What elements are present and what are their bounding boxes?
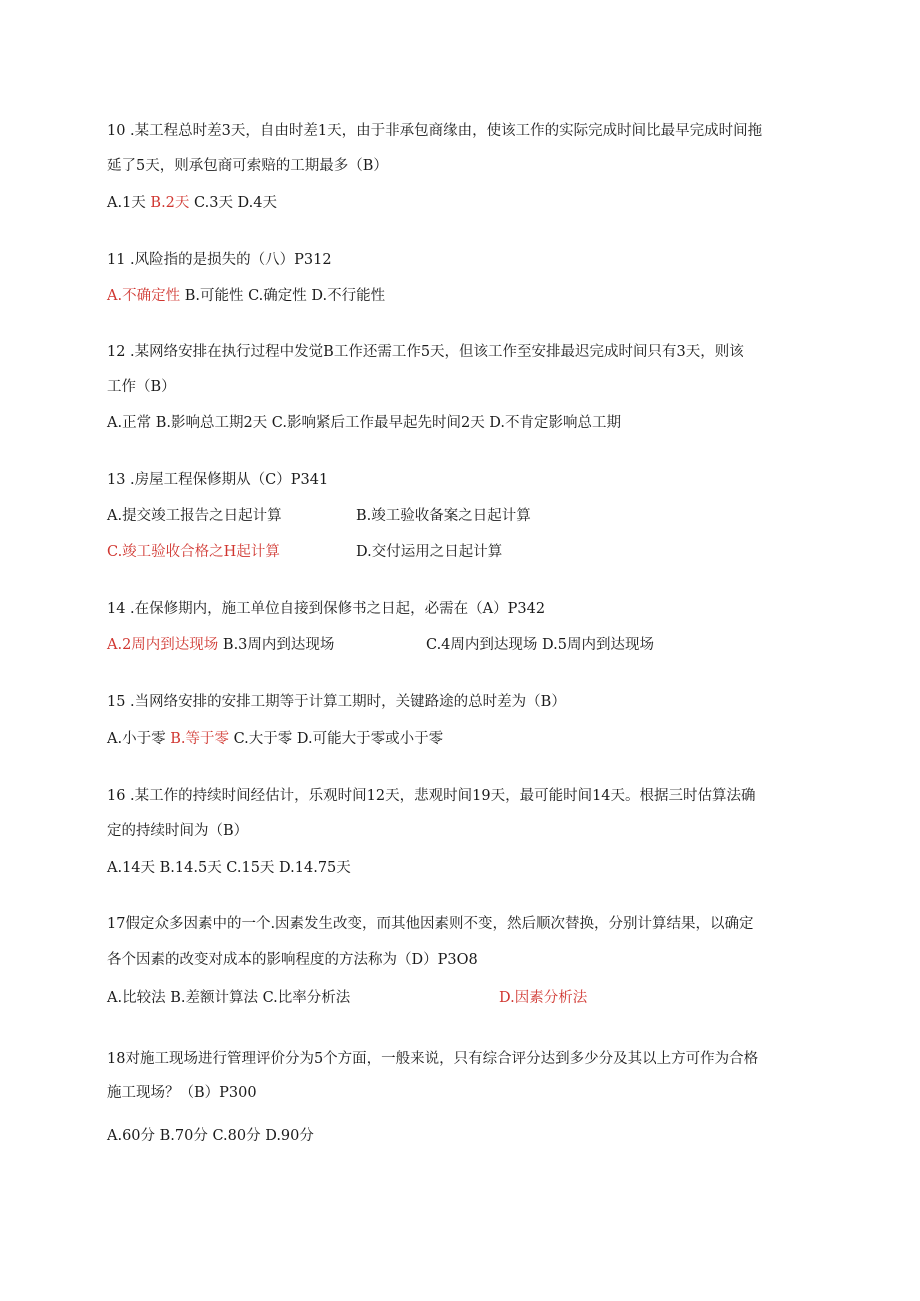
question-11-line-1: 11 .风险指的是损失的（八）P312	[107, 252, 332, 268]
question-17-line-1: 17假定众多因素中的一个.因素发生改变，而其他因素则不变，然后顺次替换，分别计算结果，以确定	[107, 916, 754, 932]
option-text: C.3天 D.4天	[189, 195, 277, 211]
option-text: C.大于零 D.可能大于零或小于零	[228, 731, 444, 747]
option-text: B.可能性 C.确定性 D.不行能性	[180, 288, 386, 304]
question-13-line-1: 13 .房屋工程保修期从（C）P341	[107, 472, 329, 488]
question-14-options-2: C.4周内到达现场 D.5周内到达现场	[426, 637, 654, 653]
question-13-option-b: B.竣工验收备案之日起计算	[356, 508, 531, 524]
question-18-line-2: 施工现场？（B）P300	[107, 1085, 257, 1101]
question-12-line-2: 工作（B）	[107, 379, 176, 395]
question-10-options	[107, 193, 277, 213]
answer-highlight: B.等于零	[170, 731, 229, 747]
answer-highlight: A.不确定性	[107, 288, 181, 304]
question-13-option-d: D.交付运用之日起计算	[356, 544, 503, 560]
question-10-line-2: 延了5天，则承包商可索赔的工期最多（B）	[107, 158, 388, 174]
question-16-line-2: 定的持续时间为（B）	[107, 823, 249, 839]
question-12-line-1: 12 .某网络安排在执行过程中发觉B工作还需工作5天，但该工作至安排最迟完成时间只有3天，则该	[107, 344, 744, 360]
question-13-option-a: A.提交竣工报告之日起计算	[107, 508, 282, 524]
question-18-options: A.60分 B.70分 C.80分 D.90分	[107, 1128, 314, 1144]
question-16-options: A.14天 B.14.5天 C.15天 D.14.75天	[107, 860, 351, 876]
question-12-options: A.正常 B.影响总工期2天 C.影响紧后工作最早起先时间2天 D.不肯定影响总工期	[107, 415, 622, 431]
question-18-line-1: 18对施工现场进行管理评价分为5个方面，一般来说，只有综合评分达到多少分及其以上方可作为合格	[107, 1051, 759, 1067]
question-14-line-1: 14 .在保修期内，施工单位自接到保修书之日起，必需在（A）P342	[107, 601, 546, 617]
question-10-line-1: 10 .某工程总时差3天，自由时差1天，由于非承包商缘由，使该工作的实际完成时间比最早完成时间拖	[107, 123, 763, 139]
option-text: A.小于零	[107, 731, 171, 747]
answer-highlight: D.因素分析法	[499, 990, 588, 1006]
question-13-option-c: C.竣工验收合格之H起计算	[107, 544, 280, 560]
option-text: A.1天	[107, 195, 151, 211]
question-15-options	[107, 729, 443, 749]
question-15-line-1: 15 .当网络安排的安排工期等于计算工期时，关键路途的总时差为（B）	[107, 694, 566, 710]
question-16-line-1: 16 .某工作的持续时间经估计，乐观时间12天，悲观时间19天，最可能时间14天。根据三时估算法确	[107, 788, 756, 804]
question-17-line-2: 各个因素的改变对成本的影响程度的方法称为（D）P3O8	[107, 952, 478, 968]
question-14-options	[107, 635, 334, 655]
answer-highlight: B.2天	[150, 195, 190, 211]
option-text: B.3周内到达现场	[218, 637, 335, 653]
question-11-options	[107, 286, 385, 306]
answer-highlight: A.2周内到达现场	[107, 637, 219, 653]
question-17-options: A.比较法 B.差额计算法 C.比率分析法	[107, 990, 351, 1006]
